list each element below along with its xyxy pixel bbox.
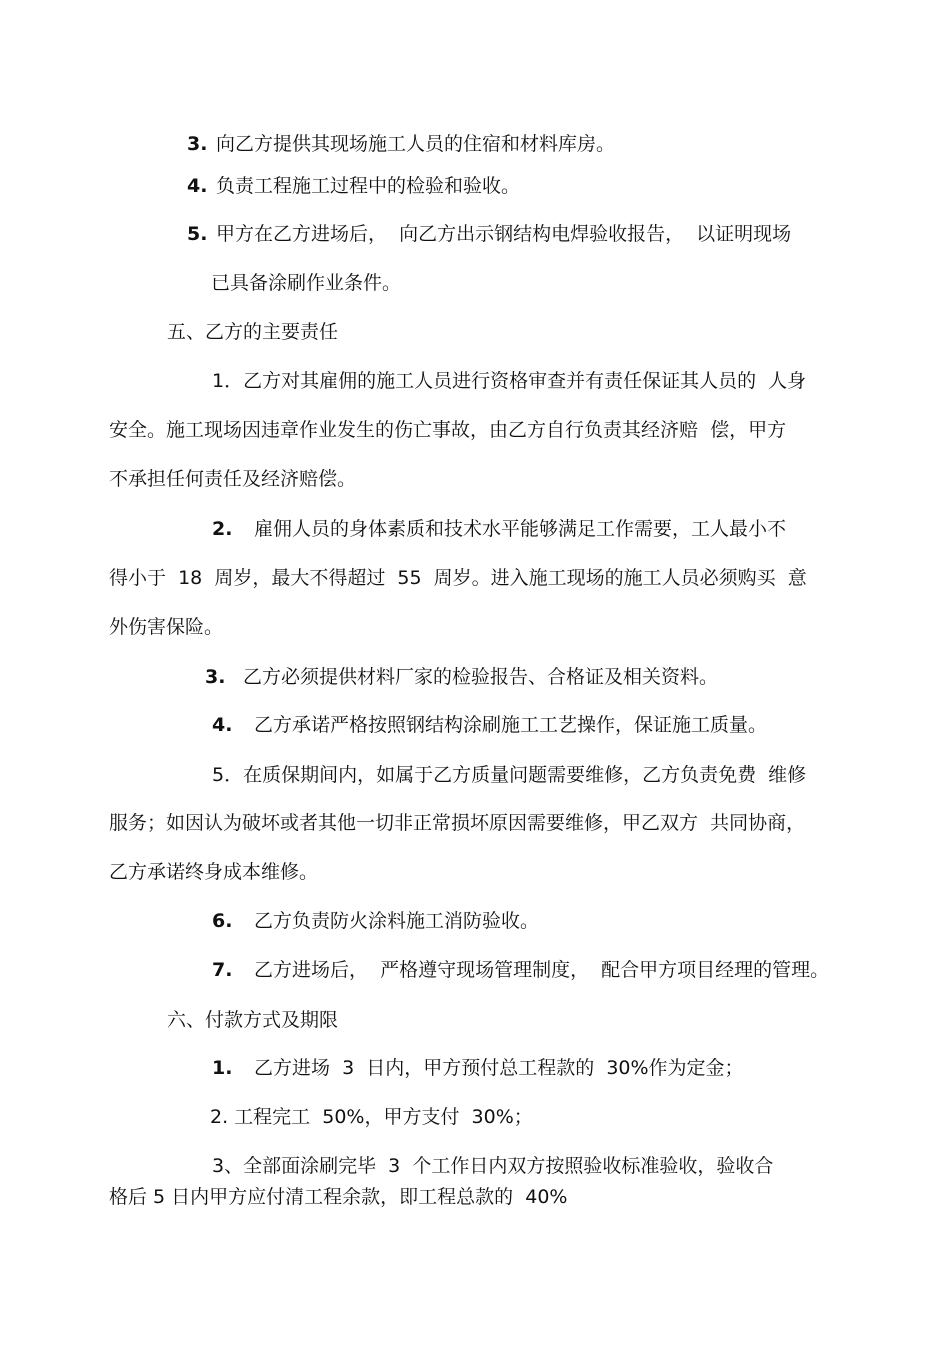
item-number: 6. [212, 910, 233, 932]
paragraph-text: 得小于 18 周岁，最大不得超过 55 周岁。进入施工现场的施工人员必须购买 意 [109, 567, 807, 589]
item-number: 7. [212, 959, 233, 981]
paragraph-text: 雇佣人员的身体素质和技术水平能够满足工作需要，工人最小不 [254, 518, 787, 540]
paragraph-text: 甲方在乙方进场后， 向乙方出示钢结构电焊验收报告， 以证明现场 [216, 223, 792, 245]
paragraph-text: 乙方进场后， 严格遵守现场管理制度， 配合甲方项目经理的管理。 [254, 959, 830, 981]
item-number: 4. [212, 714, 233, 736]
paragraph-text: 向乙方提供其现场施工人员的住宿和材料库房。 [216, 133, 616, 155]
section-heading: 六、付款方式及期限 [167, 1009, 339, 1031]
paragraph-text: 不承担任何责任及经济赔偿。 [109, 468, 357, 490]
item-number: 3. [205, 666, 226, 688]
paragraph-text: 3、全部面涂刷完毕 3 个工作日内双方按照验收标准验收，验收合 [212, 1155, 774, 1177]
paragraph-text: 乙方进场 3 日内，甲方预付总工程款的 30%作为定金； [254, 1057, 744, 1079]
paragraph-text: 乙方承诺严格按照钢结构涂刷施工工艺操作，保证施工质量。 [254, 714, 768, 736]
paragraph-text: 5．在质保期间内，如属于乙方质量问题需要维修，乙方负责免费 维修 [212, 764, 807, 786]
paragraph-text: 乙方承诺终身成本维修。 [109, 861, 319, 883]
paragraph-text: 安全。施工现场因违章作业发生的伤亡事故，由乙方自行负责其经济赔 偿，甲方 [109, 419, 787, 441]
item-number: 1. [212, 1057, 233, 1079]
section-heading: 五、乙方的主要责任 [167, 321, 339, 343]
paragraph-text: 服务；如因认为破坏或者其他一切非正常损坏原因需要维修，甲乙双方 共同协商， [109, 812, 806, 834]
paragraph-text: 格后 5 日内甲方应付清工程余款，即工程总款的 40% [109, 1186, 568, 1208]
paragraph-text: 已具备涂刷作业条件。 [211, 272, 402, 294]
paragraph-text: 1．乙方对其雇佣的施工人员进行资格审查并有责任保证其人员的 人身 [212, 370, 807, 392]
item-number: 5. [187, 223, 208, 245]
item-number: 4. [187, 175, 208, 197]
paragraph-text: 2. 工程完工 50%，甲方支付 30%； [210, 1106, 533, 1128]
paragraph-text: 负责工程施工过程中的检验和验收。 [216, 175, 521, 197]
paragraph-text: 乙方负责防火涂料施工消防验收。 [254, 910, 540, 932]
paragraph-text: 乙方必须提供材料厂家的检验报告、合格证及相关资料。 [243, 666, 719, 688]
item-number: 2. [212, 518, 233, 540]
paragraph-text: 外伤害保险。 [109, 616, 224, 638]
item-number: 3. [187, 133, 208, 155]
